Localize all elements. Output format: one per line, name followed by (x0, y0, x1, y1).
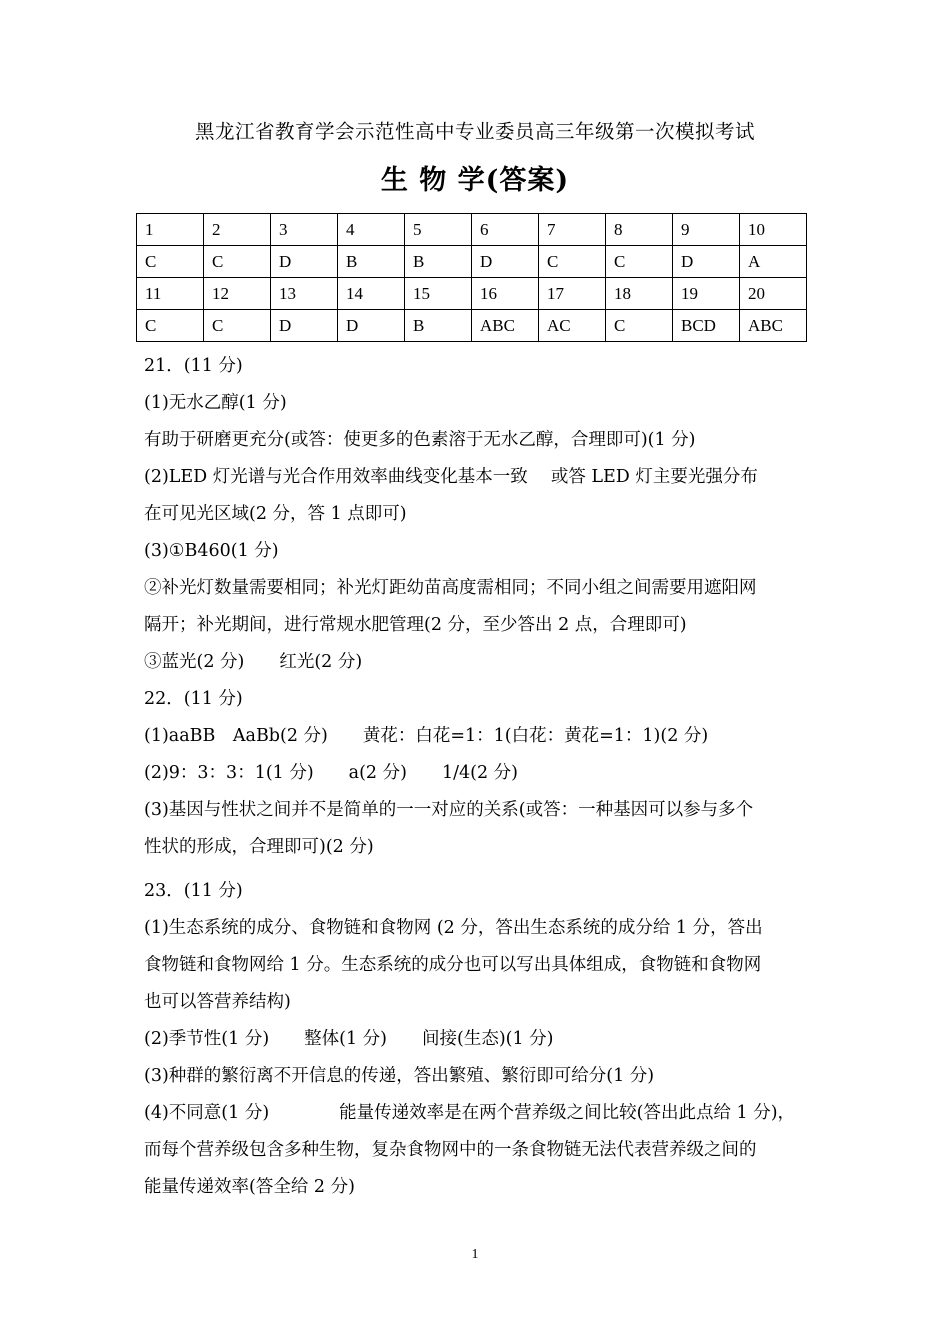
table-cell: D (472, 246, 539, 278)
table-row (137, 246, 807, 278)
table-row (137, 278, 807, 310)
subject-title: 生 物 学(答案) (380, 165, 570, 196)
table-cell: D (673, 246, 740, 278)
answer-line: (4)不同意(1 分) 能量传递效率是在两个营养级之间比较(答出此点给 1 分)， (144, 1103, 796, 1123)
answer-line: (1)aaBB AaBb(2 分) 黄花：白花=1：1(白花：黄花=1：1)(2 分) (144, 726, 709, 746)
table-cell: 9 (673, 214, 740, 246)
table-row (137, 310, 807, 342)
answer-line: (3)种群的繁衍离不开信息的传递，答出繁殖、繁衍即可给分(1 分) (144, 1066, 655, 1086)
answer-line: (1)无水乙醇(1 分) (144, 393, 287, 413)
table-cell: C (204, 246, 271, 278)
table-cell: ABC (472, 310, 539, 342)
table-cell: B (338, 246, 405, 278)
answer-line: 食物链和食物网给 1 分。生态系统的成分也可以写出具体组成，食物链和食物网 (144, 955, 762, 975)
answer-line: 而每个营养级包含多种生物，复杂食物网中的一条食物链无法代表营养级之间的 (144, 1140, 757, 1160)
table-row (137, 214, 807, 246)
answer-table (136, 213, 807, 342)
table-cell: 6 (472, 214, 539, 246)
answer-line: (2)季节性(1 分) 整体(1 分) 间接(生态)(1 分) (144, 1029, 554, 1049)
answer-line: (3)基因与性状之间并不是简单的一一对应的关系(或答：一种基因可以参与多个 (144, 800, 754, 820)
answer-line: (2)LED 灯光谱与光合作用效率曲线变化基本一致 或答 LED 灯主要光强分布 (144, 467, 758, 487)
page-number: 1 (471, 1247, 479, 1262)
table-cell: 12 (204, 278, 271, 310)
answer-line: 性状的形成，合理即可)(2 分) (144, 837, 374, 857)
table-cell: D (271, 246, 338, 278)
answer-line: 在可见光区域(2 分，答 1 点即可) (144, 504, 407, 524)
answer-line: (1)生态系统的成分、食物链和食物网 (2 分，答出生态系统的成分给 1 分，答出 (144, 918, 763, 938)
table-cell: C (204, 310, 271, 342)
table-cell: 18 (606, 278, 673, 310)
answer-line: 能量传递效率(答全给 2 分) (144, 1177, 355, 1197)
exam-title: 黑龙江省教育学会示范性高中专业委员高三年级第一次模拟考试 (194, 120, 755, 143)
table-cell: AC (539, 310, 606, 342)
table-cell: 14 (338, 278, 405, 310)
answer-line: 隔开；补光期间，进行常规水肥管理(2 分，至少答出 2 点，合理即可) (144, 615, 687, 635)
table-cell: 10 (740, 214, 807, 246)
table-cell: 19 (673, 278, 740, 310)
answer-line: ③蓝光(2 分) 红光(2 分) (144, 652, 363, 672)
table-cell: C (606, 310, 673, 342)
answer-content (144, 348, 816, 1206)
table-cell: 17 (539, 278, 606, 310)
table-cell: 4 (338, 214, 405, 246)
table-cell: 3 (271, 214, 338, 246)
table-cell: 5 (405, 214, 472, 246)
question-heading: 22．(11 分) (144, 689, 243, 709)
table-cell: ABC (740, 310, 807, 342)
table-cell: 13 (271, 278, 338, 310)
table-cell: B (405, 246, 472, 278)
table-cell: 2 (204, 214, 271, 246)
answer-line: (3)①B460(1 分) (144, 541, 279, 561)
table-cell: D (271, 310, 338, 342)
table-cell: C (606, 246, 673, 278)
table-cell: 16 (472, 278, 539, 310)
table-cell: 8 (606, 214, 673, 246)
table-cell: 11 (137, 278, 204, 310)
table-cell: 20 (740, 278, 807, 310)
table-cell: C (539, 246, 606, 278)
table-cell: C (137, 310, 204, 342)
table-cell: C (137, 246, 204, 278)
question-heading: 23．(11 分) (144, 881, 243, 901)
question-heading: 21．(11 分) (144, 356, 243, 376)
table-cell: B (405, 310, 472, 342)
spacer (144, 866, 816, 873)
table-cell: 1 (137, 214, 204, 246)
table-cell: A (740, 246, 807, 278)
answer-line: (2)9：3：3：1(1 分) a(2 分) 1/4(2 分) (144, 763, 518, 783)
table-cell: 15 (405, 278, 472, 310)
answer-line: ②补光灯数量需要相同；补光灯距幼苗高度需相同；不同小组之间需要用遮阳网 (144, 578, 757, 598)
table-cell: BCD (673, 310, 740, 342)
answer-line: 有助于研磨更充分(或答：使更多的色素溶于无水乙醇，合理即可)(1 分) (144, 430, 696, 450)
table-cell: D (338, 310, 405, 342)
answer-line: 也可以答营养结构) (144, 992, 291, 1012)
table-cell: 7 (539, 214, 606, 246)
